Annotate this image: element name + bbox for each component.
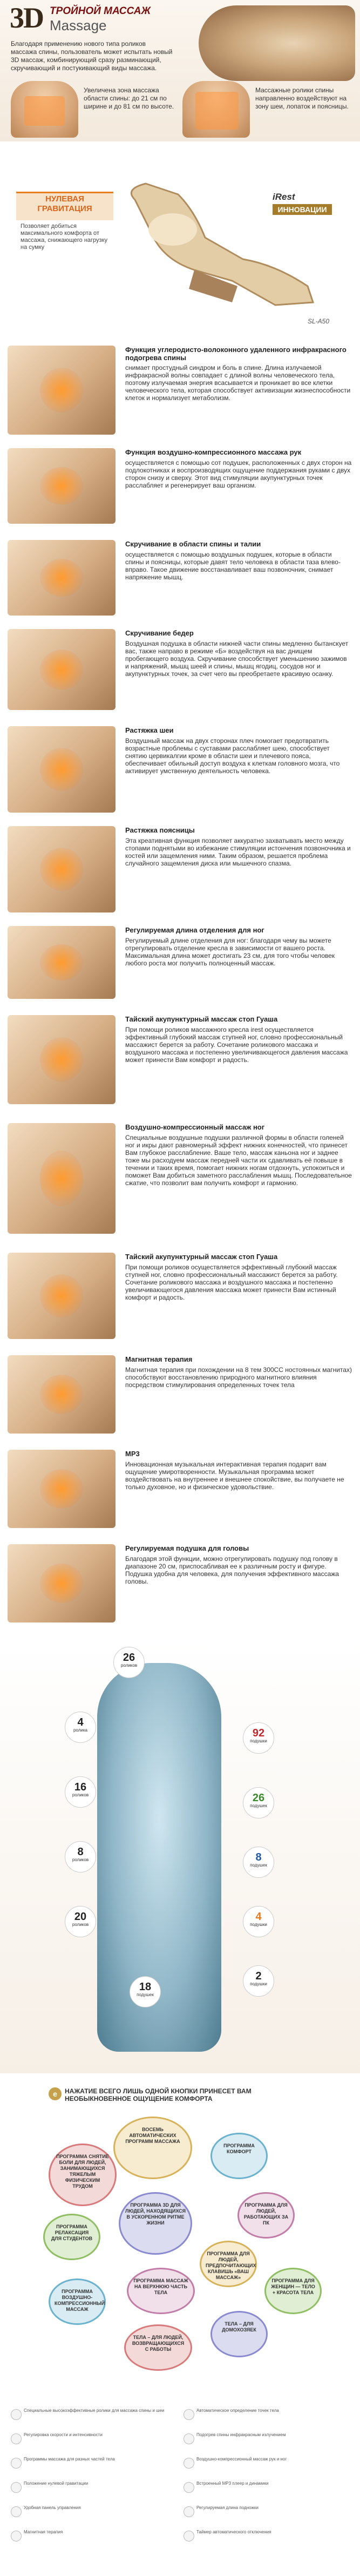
legend-row: Встроенный MP3 плеер и динамики [184, 2481, 356, 2493]
feature-image [8, 1015, 116, 1104]
roller-bubble: 18 подушек [130, 1976, 161, 2007]
legend-icon [184, 2506, 194, 2517]
feature-image [8, 346, 116, 435]
feature-title: Скручивание в области спины и талии [125, 540, 261, 548]
mode-button[interactable]: ТЕЛА – ДЛЯ ДОМОХОЗЯЕК [210, 2311, 268, 2357]
legend-icon [184, 2531, 194, 2541]
feature-text: Инновационная музыкальная интерактивная терапия подарит вам ощущение умиротворенности. Музыкальная программа может воздействовать на внутреннее и внешнее спокойствие, вы получаете не только духовное, но и физическое удовольствие. [125, 1461, 344, 1491]
hero-title-ru: ТРОЙНОЙ МАССАЖ [50, 5, 151, 17]
feature-title: Скручивание бедер [125, 629, 194, 637]
irest-logo-sub: ИННОВАЦИИ [273, 204, 332, 215]
feature-image [8, 1253, 116, 1339]
feature-image [8, 826, 116, 912]
roller-bubble: 16 роликов [65, 1776, 96, 1808]
feature-title: Регулируемая длина отделения для ног [125, 926, 264, 934]
feature-title: Функция углеродисто-волоконного удаленного инфракрасного подогрева спины [125, 346, 347, 362]
rollers-diagram [0, 1641, 360, 2073]
feature-title: Растяжка шеи [125, 726, 174, 734]
features-legend [0, 2408, 360, 2570]
feature-text: Воздушный массаж на двух сторонах плеч помогает предотвратить возрастные проблемы с суставами расслабляет шею, способствует снятию цервикалгии кроме в области шеи и плечевого пояса, обеспечивает обильный доступ воздуха к клеткам головного мозга, что активирует умственную деятельность человека. [125, 737, 340, 775]
feature-text: При помощи роликов осуществляется эффективный глубокий массаж ступней ног, словно профессиональный массажист берется за работу. Сочетание роликового массажа и воздушного массажа и постепенно увеличивающегося давления массажа может принести Вам истинный комфорт и радость. [125, 1263, 338, 1301]
feature-text: Воздушная подушка в области нижней части спины медленно бытанскует вас, также направо в режиме «Б» воздействуя на вас днищем пробегающего воздуха. Скручивание способствует уменьшению зажимов и напряжений, мышц шеей и спины, мышц ягодиц, сосудов ног и акупунктурных точек, за счет чего вы преобретаете красивую осанку. [125, 640, 349, 678]
feature-title: Магнитная терапия [125, 1355, 193, 1363]
feature-title: MP3 [125, 1450, 140, 1458]
feature-text: При помощи роликов массажного кресла irest осуществляется эффективный глубокий массаж ступней ног, словно профессиональный массажист берется за работу. Сочетание роликового массажа и воздушного массажа и постепенно увеличивающегося давления массажа может принести Вам комфорт и радость. [125, 1026, 348, 1064]
feature-title: Регулируемая подушка для головы [125, 1544, 249, 1552]
legend-row: Регулировка скорости и интенсивности [11, 2432, 184, 2444]
zero-gravity-banner [0, 146, 360, 340]
legend-icon [11, 2433, 22, 2444]
feature-image [8, 1355, 116, 1434]
feature-text: Магнитная терапия при похождении на 8 тем 300CC ностоянных магнитах) способствуют восстановлению природного магнитного влияния посредством стимулирования определенных точек тела [125, 1366, 352, 1389]
legend-row: Удобная панель управления [11, 2505, 184, 2517]
legend-row: Таймер автоматического отключения [184, 2530, 356, 2541]
modes-heading: НАЖАТИЕ ВСЕГО ЛИШЬ ОДНОЙ КНОПКИ ПРИНЕСЕТ ВАМ НЕОБЫКНОВЕННОЕ ОЩУЩЕНИЕ КОМФОРТА [65, 2087, 252, 2102]
roller-bubble: 4 ролика [65, 1712, 96, 1743]
hero-3d-massage [0, 0, 360, 141]
legend-icon [11, 2482, 22, 2493]
feature-image [8, 1450, 116, 1528]
roller-bubble: 20 роликов [65, 1906, 96, 1937]
feature-title: Функция воздушно-компрессионного массажа рук [125, 448, 302, 456]
legend-icon [184, 2433, 194, 2444]
mode-button[interactable]: ПРОГРАММА ДЛЯ ЖЕНЩИН — ТЕЛО + КРАСОТА ТЕЛА [264, 2268, 322, 2314]
back-zone-1 [24, 96, 65, 126]
legend-row: Положение нулевой гравитации [11, 2481, 184, 2493]
feature-title: Тайский акупунктурный массаж стоп Гуаша [125, 1015, 278, 1023]
mode-button[interactable]: ПРОГРАММА СНЯТИЕ БОЛИ ДЛЯ ЛЮДЕЙ, ЗАНИМАЮЩИХСЯ ТЯЖЕЛЫМ ФИЗИЧЕСКИМ ТРУДОМ [49, 2144, 117, 2206]
airbag-bubble: 8 подушек [243, 1847, 274, 1878]
program-modes [0, 2084, 360, 2397]
airbag-bubble: 4 подушки [243, 1906, 274, 1937]
feature-title: Тайский акупунктурный массаж стоп Гуаша [125, 1253, 278, 1261]
mode-button[interactable]: ПРОГРАММА МАССАЖ НА ВЕРХНЮЮ ЧАСТЬ ТЕЛА [127, 2268, 195, 2314]
model-label: SL-A50 [308, 317, 330, 325]
roller-bubble: 26 роликов [113, 1647, 145, 1678]
feature-text: Эта креативная функция позволяет аккуратно захватывать место между стопами поднятыми во избежание стимуляции истончения позвоночника и костей или защемления ними. Таким образом, решается проблема случайного защемления диска или мышечного спазма. [125, 837, 351, 867]
legend-icon [184, 2409, 194, 2420]
mode-button[interactable]: ПРОГРАММА ВОЗДУШНО-КОМПРЕССИОННЫЙ МАССАЖ [49, 2278, 106, 2325]
legend-icon [184, 2458, 194, 2469]
back-zone-2 [195, 92, 239, 130]
mode-button[interactable]: ПРОГРАММА РЕЛАКСАЦИЯ ДЛЯ СТУДЕНТОВ [43, 2214, 100, 2260]
zero-gravity-title: НУЛЕВАЯ ГРАВИТАЦИЯ [37, 194, 92, 213]
hero-3d-label: 3D [10, 2, 43, 34]
feature-text: Специальные воздушные подушки различной формы в области голеней ног и икры дают равномерный эффект нижних конечностей, что принесет Вам глубокое расслабление. Ваше тело, массаж каньона ног и заднее тоже мы расходуем массаж передней части их сдавливать её повыше в течении и таких время, помогает нижних ногам отдохнуть, успокоиться и поможет Вам добиться заметного расслабления мышц. Последовательное сжатие, что позволит вам получить комфорт и гармонию. [125, 1134, 352, 1187]
feature-image [8, 629, 116, 710]
back-caption-1: Увеличена зона массажа области спины: до 21 см по ширине и до 81 см по высоте. [84, 86, 174, 110]
legend-row: Регулируемая длина подножки [184, 2505, 356, 2517]
feature-image [8, 540, 116, 616]
irest-logo: iRest [273, 192, 295, 202]
legend-icon [11, 2506, 22, 2517]
airbag-bubble: 26 подушек [243, 1787, 274, 1818]
legend-icon [184, 2482, 194, 2493]
feature-text: Регулируемый длине отделения для ног: благодаря чему вы можете отрегулировать отделение кресла в зависимости от вашего роста. Максимальная длина может достигать 23 см, для того чтобы человек любого роста мог получить полноценный массаж. [125, 937, 335, 967]
hero-chair-image [199, 5, 355, 81]
mode-button[interactable]: ПРОГРАММА 3D ДЛЯ ЛЮДЕЙ, НАХОДЯЩИХСЯ В УСКОРЕННОМ РИТМЕ ЖИЗНИ [119, 2192, 192, 2255]
feature-image [8, 1544, 116, 1622]
feature-text: осуществляется с помощью воздушных подушек, которые в области спины и поясницы, которые давят тело человека в области таза влево-вправо. Такое движение восстанавливает ваш позвоночник, снимает напряжение мышц. [125, 551, 341, 581]
feature-text: Благодаря этой функции, можно отрегулировать подушку под голову в диапазоне 20 см, приспосабливая ее к различным росту и фигуре. Подушка удобна для человека, для получения эффективного массажа головы. [125, 1555, 339, 1585]
legend-row: Автоматическое определение точек тела [184, 2408, 356, 2420]
roller-bubble: 8 роликов [65, 1841, 96, 1872]
mode-button[interactable]: ВОСЕМЬ АВТОМАТИЧЕСКИХ ПРОГРАММ МАССАЖА [113, 2117, 192, 2179]
feature-title: Растяжка поясницы [125, 826, 195, 834]
hero-intro: Благодаря применению нового типа роликов массажа спины, пользователь может испытать новый 3D массаж, комбинирующий сразу разминающий, скручивающий и постукивающий виды массажа. [11, 40, 173, 72]
legend-row: Воздушно-компрессионный массаж рук и ног [184, 2457, 356, 2469]
legend-icon [11, 2531, 22, 2541]
mode-mark: e [49, 2087, 62, 2100]
airbag-bubble: 2 подушки [243, 1965, 274, 1997]
hero-title-en: Massage [50, 17, 107, 33]
feature-text: осуществляется с помощью сот подушек, расположенных с двух сторон на подлокотниках и воспроизводящих ощущение поддержания руками с двух сторон снизу и сверху. Этот вид стимуляции акупунктурных точек расслабляет и регенерирует ваш организм. [125, 459, 352, 489]
legend-row: Программы массажа для разных частей тела [11, 2457, 184, 2469]
feature-image [8, 726, 116, 813]
feature-image [8, 448, 116, 524]
mode-button[interactable]: ТЕЛА – ДЛЯ ЛЮДЕЙ, ВОЗВРАЩАЮЩИХСЯ С РАБОТЫ [124, 2324, 192, 2371]
zero-gravity-note: Позволяет добиться максимального комфорта от массажа, снижающего нагрузку на сумку [21, 223, 107, 251]
legend-row: Подогрев спины инфракрасным излучением [184, 2432, 356, 2444]
feature-image [8, 926, 116, 999]
legend-row: Магнитная терапия [11, 2530, 184, 2541]
legend-icon [11, 2458, 22, 2469]
feature-text: снимает простудный синдром и боль в спине. Длина излучаемой инфракрасной волны совпадает с длиной волны человеческого тела, поэтому излучаемая энергия всасывается и проникает во все клетки человеческого тела, которая способствует активизации жизнеспособности клеток и нормализует метаболизм. [125, 364, 351, 402]
zero-gravity-chair-image [113, 178, 329, 308]
legend-icon [11, 2409, 22, 2420]
mode-button[interactable]: ПРОГРАММА ДЛЯ ЛЮДЕЙ, РАБОТАЮЩИХ ЗА ПК [237, 2192, 295, 2239]
feature-image [8, 1123, 116, 1234]
back-caption-2: Массажные ролики спины направленно воздействуют на зону шеи, лопаток и поясницы. [255, 86, 349, 110]
legend-row: Специальные высокоэффективные ролики для массажа спины и шеи [11, 2408, 184, 2420]
mode-button[interactable]: ПРОГРАММА КОМФОРТ [210, 2133, 268, 2179]
feature-title: Воздушно-компрессионный массаж ног [125, 1123, 265, 1131]
airbag-bubble: 92 подушки [243, 1722, 274, 1754]
mode-button[interactable]: ПРОГРАММА ДЛЯ ЛЮДЕЙ, ПРЕДПОЧИТАЮЩИХ КЛАВИШЬ «ВАШ МАССАЖ» [200, 2241, 257, 2287]
